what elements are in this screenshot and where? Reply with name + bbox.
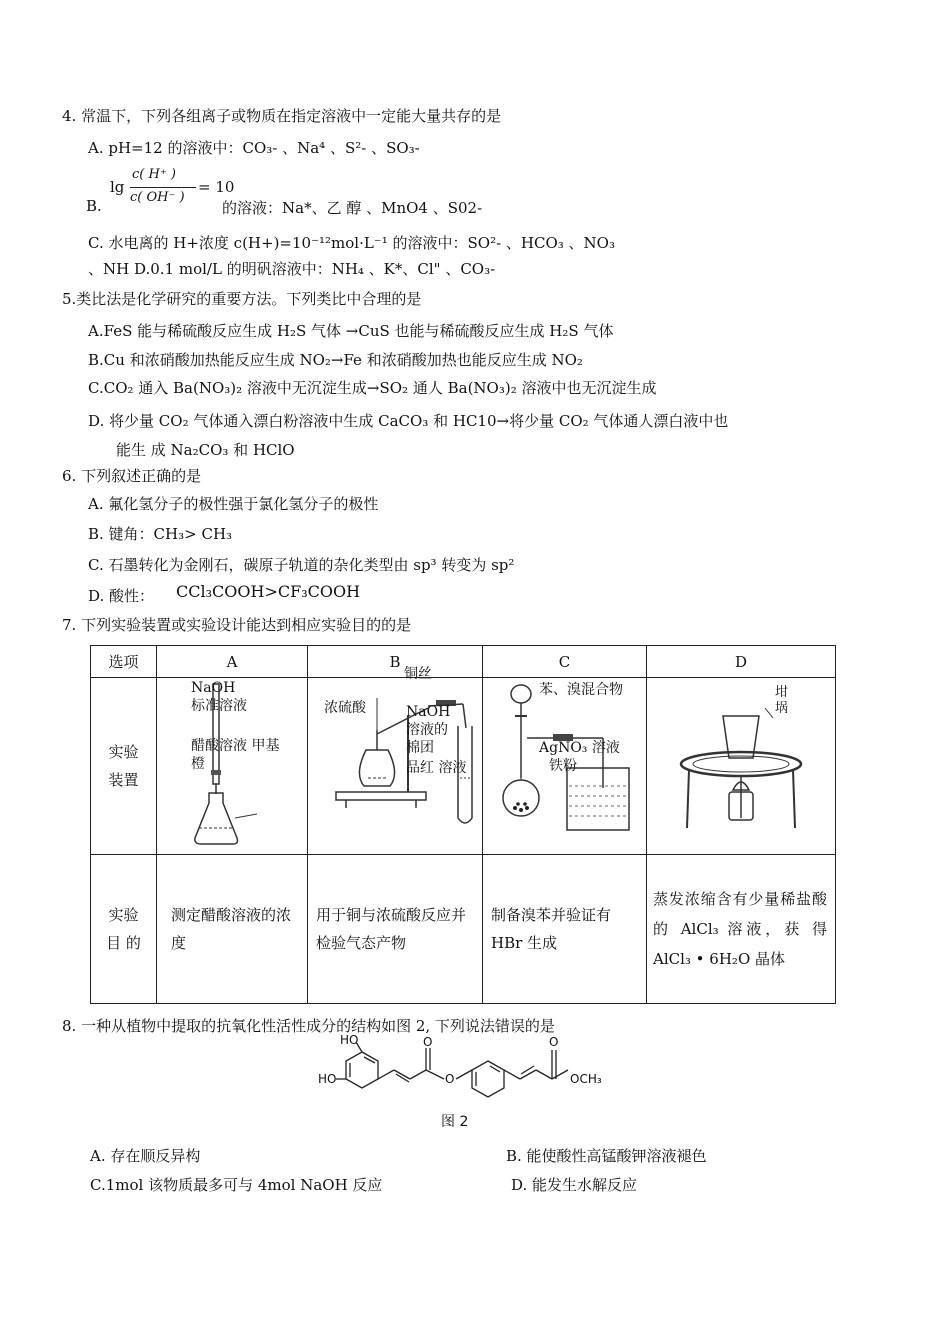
apparatus-a <box>157 678 308 855</box>
q5-option-b: B.Cu 和浓硝酸加热能反应生成 NO₂→Fe 和浓硝酸加热也能反应生成 NO₂ <box>88 351 583 369</box>
q5-option-d: D. 将少量 CO₂ 气体通入漂白粉溶液中生成 CaCO₃ 和 HC10→将少量 CO₂ 气体通人漂白液中也 <box>88 412 729 430</box>
header-option: 选项 <box>91 646 157 678</box>
apparatus-d <box>647 678 836 855</box>
structure-figure <box>300 1030 630 1100</box>
apparatus-label-line1: 实验 <box>108 743 139 761</box>
struct-och3: OCH₃ <box>570 1072 602 1086</box>
q8-option-b: B. 能使酸性高锰酸钾溶液褪色 <box>506 1147 707 1165</box>
formula-denominator: c( OH⁻ ) <box>130 190 185 205</box>
q8-stem: 8. 一种从植物中提取的抗氧化性活性成分的结构如图 2, 下列说法错误的是 <box>62 1017 555 1035</box>
apparatus-label-line2: 装置 <box>108 771 139 789</box>
q4-option-c: C. 水电离的 H+浓度 c(H+)=10⁻¹²mol·L⁻¹ 的溶液中：SO²- 、HCO₃ 、NO₃ <box>88 234 615 252</box>
label-copper-wire: 铜丝 <box>404 666 432 682</box>
purpose-c-text: 制备溴苯并验证有HBr 生成 <box>491 906 612 952</box>
q4-option-b-label: B. <box>86 197 102 215</box>
q8-option-c: C.1mol 该物质最多可与 4mol NaOH 反应 <box>90 1176 383 1194</box>
label-cotton: 棉团 <box>406 740 434 756</box>
label-acetic-acid: 醋酸溶液 甲基 <box>191 738 280 754</box>
header-b: B <box>308 646 483 678</box>
apparatus-b <box>308 666 483 855</box>
label-iron-powder: 铁粉 <box>549 758 577 774</box>
q6-option-b: B. 键角：CH₃> CH₃ <box>88 525 233 543</box>
q4-option-b-text: 的溶液：Na*、乙 醇 、MnO4 、S02- <box>222 199 483 217</box>
label-naoh-b: NaOH <box>406 704 451 720</box>
purpose-row-label <box>91 855 157 1004</box>
purpose-a <box>157 855 308 1004</box>
apparatus-row-label <box>91 678 157 855</box>
q6-option-d-formula: CCl₃COOH>CF₃COOH <box>176 582 361 601</box>
q6-stem: 6. 下列叙述正确的是 <box>62 467 202 485</box>
q4-option-c-d: 、NH D.0.1 mol/L 的明矾溶液中：NH₄ 、K*、Cl" 、CO₃- <box>88 260 496 278</box>
label-crucible-1: 坩 <box>775 685 789 700</box>
header-c: C <box>483 646 647 678</box>
q5-option-c: C.CO₂ 通入 Ba(NO₃)₂ 溶液中无沉淀生成→SO₂ 通人 Ba(NO₃)₂ 溶液中也无沉淀生成 <box>88 379 657 397</box>
q6-option-d: D. 酸性： <box>88 587 155 605</box>
header-a: A <box>157 646 308 678</box>
q5-option-d-cont: 能生 成 Na₂CO₃ 和 HClO <box>116 441 295 459</box>
q8-option-d: D. 能发生水解反应 <box>511 1176 638 1194</box>
header-d: D <box>647 646 836 678</box>
formula-lg: lg <box>110 178 125 196</box>
purpose-d <box>647 855 836 1004</box>
label-naoh: NaOH <box>191 680 236 696</box>
struct-o-ester: O <box>445 1072 455 1086</box>
purpose-c <box>483 855 647 1004</box>
q5-stem: 5.类比法是化学研究的重要方法。下列类比中合理的是 <box>62 290 422 308</box>
q4-option-b-formula <box>110 167 235 218</box>
struct-o-carbonyl-1: O <box>423 1035 433 1049</box>
fraction-bar <box>130 187 196 188</box>
q6-option-a: A. 氟化氢分子的极性强于氯化氢分子的极性 <box>88 495 379 513</box>
struct-ho-left: HO <box>318 1072 337 1086</box>
experiment-table <box>90 645 836 1004</box>
q8-option-a: A. 存在顺反异构 <box>90 1147 201 1165</box>
label-magenta: 品红 溶液 <box>406 760 467 776</box>
formula-numerator: c( H⁺ ) <box>132 167 176 182</box>
figure-caption: 图 2 <box>441 1114 469 1130</box>
label-conc-sulfuric: 浓硫酸 <box>324 700 366 716</box>
purpose-d-text: 蒸发浓缩含有少量稀盐酸的 AlCl₃ 溶液，获 得 AlCl₃ • 6H₂O 晶体 <box>653 890 827 968</box>
purpose-a-text: 测定醋酸溶液的浓度 <box>171 906 292 952</box>
apparatus-row <box>91 678 836 855</box>
formula-eq: = 10 <box>198 178 235 196</box>
label-standard-solution: 标准溶液 <box>191 698 247 714</box>
apparatus-c <box>483 678 647 855</box>
purpose-b <box>308 855 483 1004</box>
table-header-row <box>91 646 836 678</box>
label-silver-nitrate: AgNO₃ 溶液 <box>539 740 620 756</box>
purpose-label-line2: 目 的 <box>106 934 141 952</box>
q6-option-c: C. 石墨转化为金刚石，碳原子轨道的杂化类型由 sp³ 转变为 sp² <box>88 556 515 574</box>
crucible-apparatus-drawing <box>647 678 835 854</box>
q7-stem: 7. 下列实验装置或实验设计能达到相应实验目的的是 <box>62 616 412 634</box>
purpose-row <box>91 855 836 1004</box>
label-crucible-2: 埚 <box>775 701 789 716</box>
purpose-label-line1: 实验 <box>108 906 139 924</box>
label-solution-of: 溶液的 <box>406 722 448 738</box>
label-benzene-bromine: 苯、溴混合物 <box>539 682 623 698</box>
struct-ho-top: HO <box>340 1033 359 1047</box>
q4-option-a: A. pH=12 的溶液中：CO₃- 、Na⁴ 、S²- 、SO₃- <box>88 139 420 157</box>
struct-o-carbonyl-2: O <box>549 1035 559 1049</box>
purpose-b-text: 用于铜与浓硫酸反应并检验气态产物 <box>316 906 467 952</box>
q4-stem: 4. 常温下，下列各组离子或物质在指定溶液中一定能大量共存的是 <box>62 107 502 125</box>
q5-option-a: A.FeS 能与稀硫酸反应生成 H₂S 气体 →CuS 也能与稀硫酸反应生成 H₂S 气体 <box>88 322 614 340</box>
label-orange: 橙 <box>191 756 205 772</box>
